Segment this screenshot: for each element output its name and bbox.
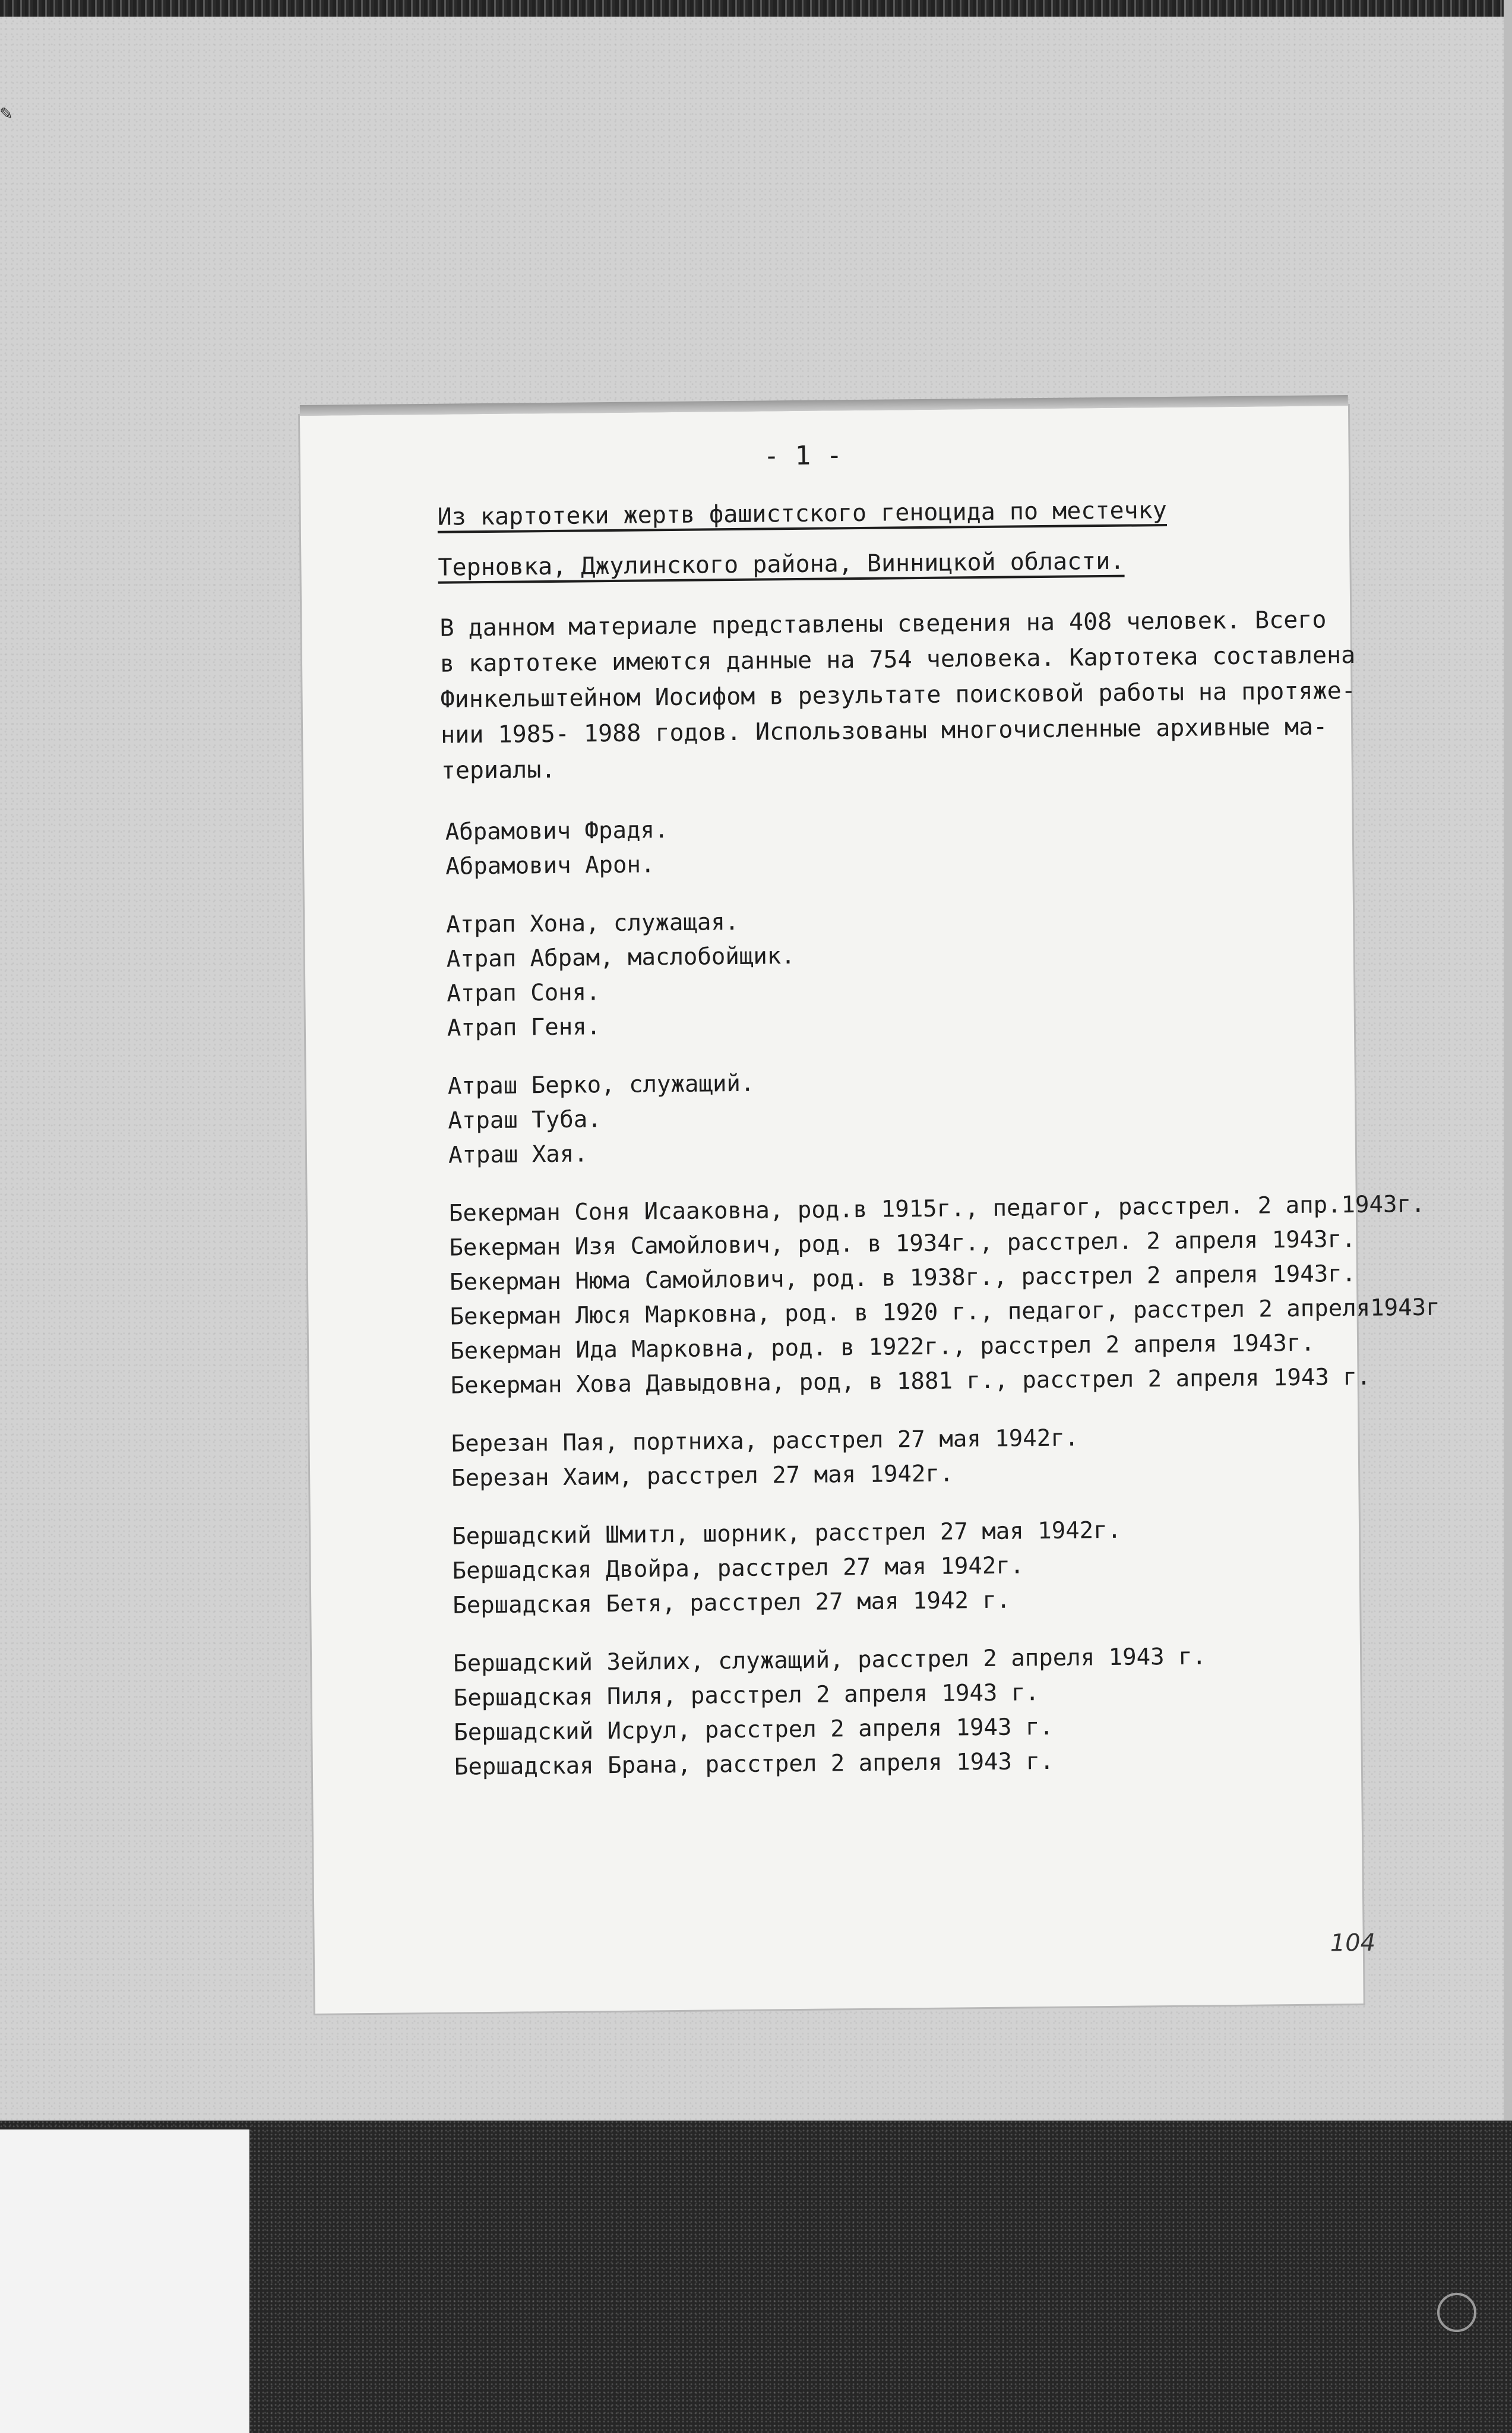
- intro-line: В данном материале представлены сведения на 408 человек. Всего: [439, 606, 1327, 642]
- title-line-2: Терновка, Джулинского района, Винницкой области.: [438, 547, 1125, 582]
- list-item: Бекерман Изя Самойлович, род. в 1934г., расстрел. 2 апреля 1943г.: [449, 1226, 1356, 1262]
- archive-page-number: 104: [1330, 1929, 1376, 1957]
- list-item: Бершадская Брана, расстрел 2 апреля 1943 г.: [454, 1748, 1054, 1781]
- list-item: Атрап Хона, служащая.: [446, 908, 739, 939]
- family-group-bekerman: [449, 1187, 1441, 1404]
- family-group-atrash: [448, 1060, 1439, 1173]
- circle-stamp-icon: [1437, 2293, 1476, 2332]
- list-item: Бекерман Соня Исааковна, род.в 1915г., педагог, расстрел. 2 апр.1943г.: [448, 1190, 1425, 1227]
- list-item: Бершадский Исрул, расстрел 2 апреля 1943 г.: [454, 1713, 1054, 1746]
- family-group-atrap: [446, 899, 1437, 1046]
- list-item: Бершадский Зейлих, служащий, расстрел 2 апреля 1943 г.: [453, 1643, 1207, 1677]
- family-group-berezan: [451, 1418, 1441, 1496]
- margin-marks: ✎: [0, 101, 12, 125]
- intro-line: в картотеке имеются данные на 754 человека. Картотека составлена: [439, 641, 1356, 678]
- family-group-abramovich: [445, 806, 1435, 884]
- list-item: Бекерман Нюма Самойлович, род. в 1938г., расстрел 2 апреля 1943г.: [449, 1260, 1356, 1296]
- scan-right-edge: [1504, 0, 1512, 2121]
- intro-line: нии 1985- 1988 годов. Использованы многочисленные архивные ма-: [440, 713, 1328, 749]
- document-sheet: [300, 406, 1440, 2014]
- page-number: - 1 -: [763, 440, 843, 472]
- list-item: Атрап Геня.: [447, 1013, 601, 1042]
- list-item: Березан Хаим, расстрел 27 мая 1942г.: [451, 1460, 954, 1492]
- list-item: Атрап Абрам, маслобойщик.: [446, 943, 795, 973]
- scan-top-edge: [0, 0, 1512, 17]
- list-item: Бершадская Бетя, расстрел 27 мая 1942 г.: [453, 1587, 1011, 1619]
- list-item: Березан Пая, портниха, расстрел 27 мая 1942г.: [451, 1424, 1079, 1458]
- list-item: Атраш Туба.: [448, 1106, 602, 1135]
- list-item: Атрап Соня.: [447, 979, 600, 1007]
- list-item: Бершадский Шмитл, шорник, расстрел 27 мая 1942г.: [451, 1516, 1122, 1550]
- intro-line: териалы.: [441, 756, 556, 785]
- family-group-bershadsky-1: [452, 1511, 1443, 1623]
- list-item: Абрамович Фрадя.: [445, 817, 669, 846]
- list-item: Бершадская Двойра, расстрел 27 мая 1942г.: [452, 1552, 1024, 1585]
- victim-list: [445, 806, 1444, 1809]
- family-group-bershadsky-2: [453, 1638, 1444, 1785]
- intro-line: Финкельштейном Иосифом в результате поисковой работы на протяже-: [440, 677, 1356, 713]
- list-item: Атраш Хая.: [448, 1140, 588, 1169]
- intro-paragraph: [439, 602, 1356, 789]
- list-item: Бекерман Ида Марковна, род. в 1922г., расстрел 2 апреля 1943г.: [450, 1329, 1315, 1365]
- list-item: Абрамович Арон.: [445, 851, 655, 880]
- list-item: Бекерман Хова Давыдовна, род, в 1881 г., расстрел 2 апреля 1943 г.: [450, 1363, 1371, 1399]
- scan-bottom-white-card: [0, 2129, 249, 2433]
- list-item: Бершадская Пиля, расстрел 2 апреля 1943 г.: [453, 1679, 1040, 1712]
- list-item: Бекерман Люся Марковна, род. в 1920 г., педагог, расстрел 2 апреля1943г: [450, 1294, 1440, 1331]
- list-item: Атраш Берко, служащий.: [447, 1070, 755, 1100]
- title-line-1: Из картотеки жертв фашистского геноцида по местечку: [437, 496, 1168, 531]
